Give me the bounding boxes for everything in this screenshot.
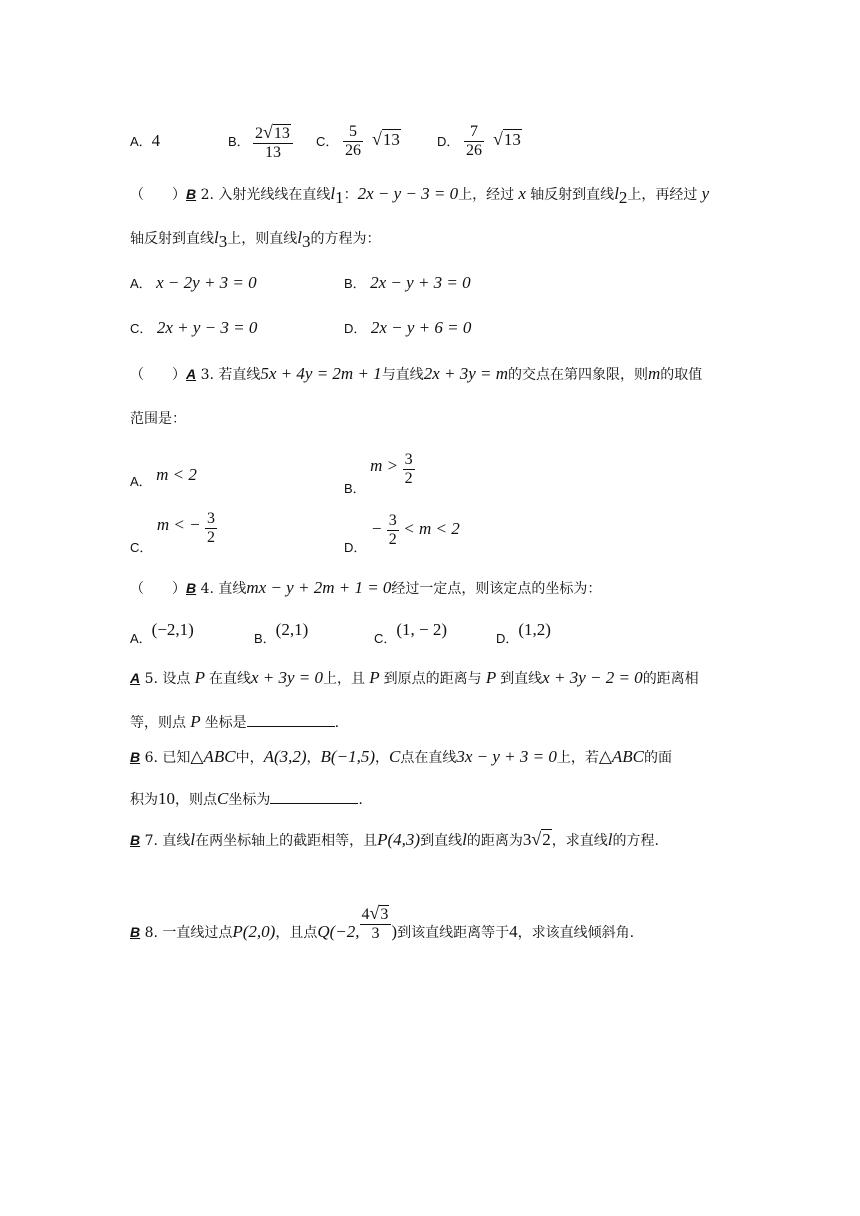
q8-q-fraction: $\frac{4√3}{3}$	[360, 904, 392, 942]
q2-option-c: C． 2x + y − 3 = 0	[130, 318, 258, 337]
q5-stem-line1: A 5. 设点 P 在直线x + 3y = 0上，且 P 到原点的距离与 P 到直线x + 3y − 2 = 0的距离相	[130, 668, 699, 687]
q1-option-c-radical: √13	[372, 129, 400, 149]
q5-stem-line2: 等，则点 P 坐标是 .	[130, 712, 340, 731]
q3-option-b: B． m > $\frac{3}{2}$	[344, 451, 413, 497]
q3-option-a: A． m < 2	[130, 465, 197, 489]
q2-option-a: A． x − 2y + 3 = 0	[130, 273, 257, 292]
q1-option-d-fraction: $\frac{7}{26}$	[466, 123, 482, 159]
q3-option-d: D． − $\frac{3}{2}$ < m < 2	[344, 512, 460, 556]
q6-answer-blank[interactable]	[270, 789, 358, 804]
q3-stem-line1: （ ）A 3. 若直线5x + 4y = 2m + 1与直线2x + 3y = m的交点在第四象限，则m的取值	[130, 364, 703, 383]
q1-option-a: A．4	[130, 131, 161, 150]
q5-answer-blank[interactable]	[247, 712, 335, 727]
q4-stem: （ ）B 4. 直线mx − y + 2m + 1 = 0经过一定点，则该定点的坐标为：	[130, 578, 602, 597]
q2-option-b: B． 2x − y + 3 = 0	[344, 273, 471, 292]
q7-stem: B 7. 直线l在两坐标轴上的截距相等，且P(4,3)到直线l的距离为3√2，求直线l的方程.	[130, 829, 659, 849]
q1-option-d-label: D．	[437, 134, 460, 149]
q4-option-b: B．(2,1)	[254, 620, 309, 646]
q4-option-a: A．(−2,1)	[130, 620, 194, 646]
q6-stem-line2: 积为10，则点C坐标为 .	[130, 789, 363, 808]
q1-option-b-label: B．	[228, 134, 250, 149]
q2-stem-line2: 轴反射到直线$l_3$上，则直线$l_3$的方程为：	[130, 228, 381, 251]
q1-option-c-label: C．	[316, 134, 339, 149]
q6-stem-line1: B 6. 已知△ABC中，A(3,2)，B(−1,5)，C点在直线3x − y + 3 = 0上，若△ABC的面	[130, 747, 673, 766]
q3-stem-line2: 范围是：	[130, 411, 186, 427]
q2-stem-line1: （ ）B 2. 入射光线线在直线$l_1$：2x − y − 3 = 0上，经过 x 轴反射到直线$l_2$上，再经过 y	[130, 184, 710, 207]
q1-option-b-fraction: $\frac{2√13}{13}$	[253, 123, 293, 161]
q1-option-c-fraction: $\frac{5}{26}$	[345, 123, 361, 159]
q4-option-c: C．(1, − 2)	[374, 620, 448, 646]
q4-option-d: D．(1,2)	[496, 620, 551, 646]
q1-option-d-radical: √13	[493, 129, 521, 149]
q3-option-c: C． m < − $\frac{3}{2}$	[130, 510, 216, 556]
q8-stem: B 8. 一直线过点P(2,0)，且点Q(−2, $\frac{4√3}{3}$ )到该直线距离等于4，求该直线倾斜角.	[130, 903, 635, 942]
q2-option-d: D． 2x − y + 6 = 0	[344, 318, 472, 337]
